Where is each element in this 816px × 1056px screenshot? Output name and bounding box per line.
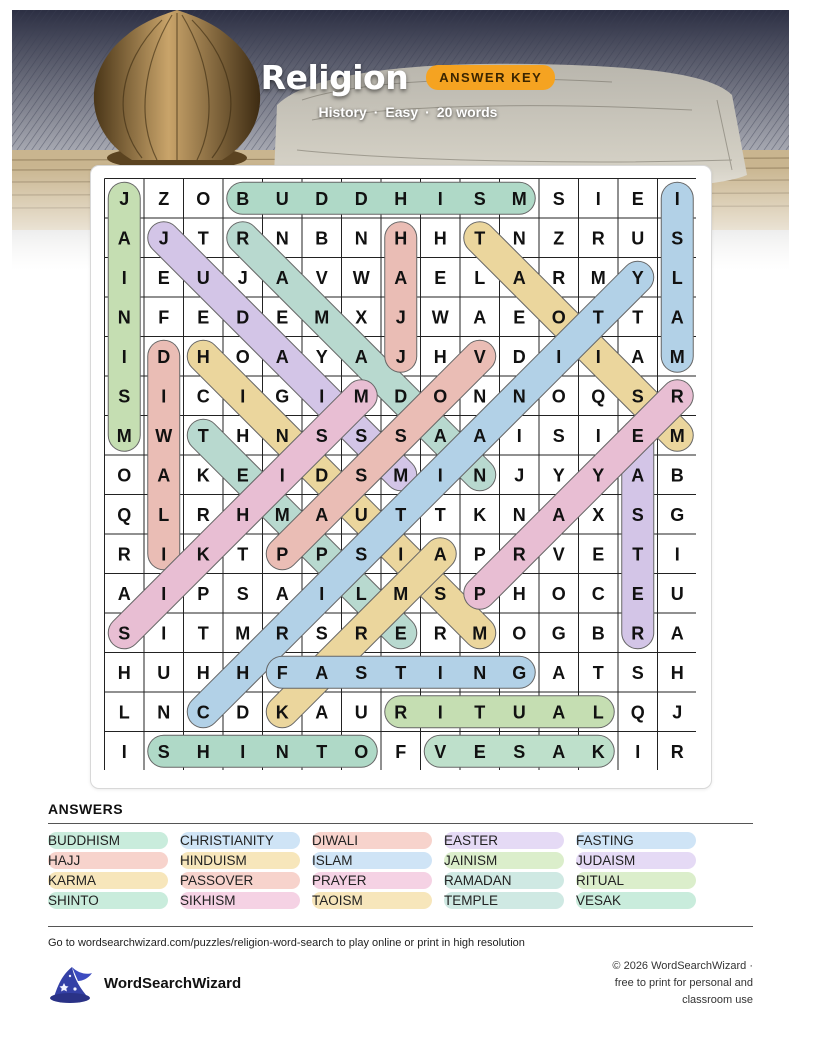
grid-cell[interactable]: M — [353, 386, 369, 407]
grid-cell[interactable]: Z — [553, 228, 565, 249]
grid-cell[interactable]: I — [319, 386, 325, 407]
grid-cell[interactable]: P — [197, 583, 210, 604]
answer-word: HINDUISM — [180, 853, 247, 868]
grid-cell[interactable]: J — [514, 465, 525, 486]
grid-cell[interactable]: I — [437, 662, 443, 683]
answer-word: JUDAISM — [576, 853, 636, 868]
grid-cell[interactable]: P — [315, 544, 328, 565]
brand-logo — [48, 965, 94, 1010]
grid-cell[interactable]: S — [355, 544, 368, 565]
grid-cell[interactable]: U — [670, 583, 684, 604]
answer-item — [312, 892, 432, 909]
grid-cell[interactable]: T — [632, 307, 644, 328]
grid-cell[interactable]: E — [473, 741, 486, 762]
grid-cell[interactable]: L — [671, 267, 683, 288]
grid-cell[interactable]: Z — [158, 188, 170, 209]
grid-cell[interactable]: G — [551, 623, 566, 644]
grid-cell[interactable]: U — [354, 504, 368, 525]
grid-cell[interactable]: M — [393, 465, 409, 486]
grid-cell[interactable]: A — [157, 465, 171, 486]
play-online-link[interactable]: Go to wordsearchwizard.com/puzzles/religion-word-search to play online or print in high resolution — [48, 937, 525, 949]
grid-cell[interactable]: I — [240, 386, 246, 407]
grid-cell[interactable]: E — [631, 583, 644, 604]
answer-word: RITUAL — [576, 873, 625, 888]
subject-label: History — [318, 104, 367, 120]
grid-cell[interactable]: S — [315, 425, 328, 446]
grid-cell[interactable]: I — [437, 188, 443, 209]
grid-cell[interactable]: D — [157, 346, 171, 367]
answer-word: TAOISM — [312, 893, 363, 908]
grid-cell[interactable]: J — [119, 188, 130, 209]
grid-cell[interactable]: A — [473, 307, 487, 328]
grid-cell[interactable]: A — [275, 346, 289, 367]
grid-cell[interactable]: A — [433, 544, 447, 565]
answer-word: TEMPLE — [444, 893, 499, 908]
grid-cell[interactable]: F — [276, 662, 288, 683]
grid-cell[interactable]: A — [631, 346, 645, 367]
grid-cell[interactable]: R — [394, 702, 408, 723]
grid-cell[interactable]: A — [552, 741, 566, 762]
grid-cell[interactable]: I — [398, 544, 404, 565]
grid-cell[interactable]: A — [315, 504, 329, 525]
grid-cell[interactable]: L — [474, 267, 486, 288]
grid-cell[interactable]: N — [275, 741, 289, 762]
grid-cell[interactable]: S — [315, 623, 328, 644]
grid-cell[interactable]: Y — [552, 465, 565, 486]
grid-cell[interactable]: R — [354, 623, 368, 644]
grid-cell[interactable]: A — [512, 267, 526, 288]
grid-cell[interactable]: Q — [591, 386, 606, 407]
grid-cell[interactable]: I — [121, 741, 127, 762]
grid-cell[interactable]: L — [158, 504, 170, 525]
grid-cell[interactable]: R — [275, 623, 289, 644]
grid-cell[interactable]: G — [670, 504, 685, 525]
grid-cell[interactable]: I — [319, 583, 325, 604]
grid-cell[interactable]: I — [635, 741, 641, 762]
grid-cell[interactable]: P — [473, 583, 486, 604]
answer-item — [576, 832, 696, 849]
grid-cell[interactable]: U — [196, 267, 210, 288]
grid-cell[interactable]: U — [354, 702, 368, 723]
grid-cell[interactable]: I — [161, 583, 167, 604]
grid-cell[interactable]: K — [196, 544, 210, 565]
title-row — [0, 58, 816, 97]
answer-key-badge: ANSWER KEY — [426, 65, 555, 90]
answer-word: PASSOVER — [180, 873, 254, 888]
grid-cell[interactable]: M — [669, 425, 685, 446]
grid-cell[interactable]: E — [592, 544, 605, 565]
copyright-notice — [563, 958, 753, 1009]
answer-word: VESAK — [576, 893, 622, 908]
grid-cell[interactable]: G — [275, 386, 290, 407]
answer-word: ISLAM — [312, 853, 353, 868]
grid-cell[interactable]: N — [275, 425, 289, 446]
grid-cell[interactable]: S — [513, 741, 526, 762]
grid-cell[interactable]: H — [433, 228, 447, 249]
grid-cell[interactable]: O — [551, 386, 566, 407]
answer-item — [444, 892, 564, 909]
answer-item — [180, 832, 300, 849]
answer-item — [180, 892, 300, 909]
grid-cell[interactable]: P — [473, 544, 486, 565]
grid-cell[interactable]: A — [631, 465, 645, 486]
grid-cell[interactable]: S — [631, 504, 644, 525]
grid-cell[interactable]: S — [236, 583, 249, 604]
grid-cell[interactable]: E — [631, 188, 644, 209]
grid-cell[interactable]: E — [434, 267, 447, 288]
grid-cell[interactable]: W — [352, 267, 370, 288]
grid-cell[interactable]: J — [158, 228, 169, 249]
grid-cell[interactable]: M — [669, 346, 685, 367]
grid-cell[interactable]: V — [473, 346, 486, 367]
grid-cell[interactable]: I — [121, 267, 127, 288]
grid-cell[interactable]: R — [670, 386, 684, 407]
grid-cell[interactable]: M — [274, 504, 290, 525]
answer-item — [444, 832, 564, 849]
grid-cell[interactable]: X — [355, 307, 368, 328]
grid-cell[interactable]: V — [315, 267, 328, 288]
grid-cell[interactable]: H — [196, 741, 210, 762]
answer-item — [48, 892, 168, 909]
grid-cell[interactable]: Q — [630, 702, 645, 723]
page-title: Religion — [260, 58, 409, 97]
answer-item — [444, 872, 564, 889]
grid-cell[interactable]: O — [551, 307, 566, 328]
grid-cell[interactable]: B — [670, 465, 684, 486]
grid-cell[interactable]: H — [117, 662, 131, 683]
grid-cell[interactable]: K — [196, 465, 210, 486]
grid-cell[interactable]: A — [552, 702, 566, 723]
grid-cell[interactable]: M — [235, 623, 251, 644]
grid-cell[interactable]: N — [473, 662, 487, 683]
grid-cell[interactable]: R — [117, 544, 131, 565]
answer-word: EASTER — [444, 833, 499, 848]
grid-cell[interactable]: A — [670, 307, 684, 328]
grid-cell[interactable]: C — [591, 583, 605, 604]
grid-cell[interactable]: S — [631, 662, 644, 683]
grid-cell[interactable]: S — [118, 623, 131, 644]
grid-cell[interactable]: I — [437, 702, 443, 723]
grid-cell[interactable]: Y — [315, 346, 328, 367]
grid-cell[interactable]: O — [196, 188, 211, 209]
grid-cell[interactable]: N — [117, 307, 131, 328]
grid-cell[interactable]: N — [512, 228, 526, 249]
grid-cell[interactable]: M — [590, 267, 606, 288]
copyright-line: © 2026 WordSearchWizard · — [612, 960, 753, 972]
grid-cell[interactable]: Y — [592, 465, 605, 486]
grid-cell[interactable]: D — [236, 702, 250, 723]
grid-cell[interactable]: N — [157, 702, 171, 723]
grid-cell[interactable]: F — [395, 741, 407, 762]
grid-cell[interactable]: T — [197, 425, 209, 446]
word-search-grid — [104, 178, 696, 775]
grid-cell[interactable]: S — [631, 386, 644, 407]
grid-cell[interactable]: H — [433, 346, 447, 367]
grid-cell[interactable]: A — [552, 662, 566, 683]
grid-cell[interactable]: L — [592, 702, 604, 723]
grid-cell[interactable]: A — [275, 267, 289, 288]
grid-cell[interactable]: I — [161, 544, 167, 565]
wizard-hat-icon — [48, 965, 94, 1005]
answer-word: BUDDHISM — [48, 833, 121, 848]
word-count-label: 20 words — [436, 104, 498, 120]
meta-separator: · — [373, 104, 379, 120]
grid-cell[interactable]: M — [511, 188, 527, 209]
grid-cell[interactable]: C — [196, 386, 210, 407]
grid-cell[interactable]: H — [394, 228, 408, 249]
grid-cell[interactable]: T — [632, 544, 644, 565]
grid-cell[interactable]: A — [354, 346, 368, 367]
grid-cell[interactable]: S — [552, 425, 565, 446]
answer-item — [312, 832, 432, 849]
grid-cell[interactable]: N — [275, 228, 289, 249]
grid-cell[interactable]: S — [473, 188, 486, 209]
brand-name: WordSearchWizard — [104, 975, 242, 992]
grid-cell[interactable]: I — [279, 465, 285, 486]
grid-cell[interactable]: O — [354, 741, 369, 762]
answer-item — [48, 872, 168, 889]
answer-word: CHRISTIANITY — [180, 833, 274, 848]
grid-cell[interactable]: T — [237, 544, 249, 565]
grid-cell[interactable]: B — [236, 188, 250, 209]
grid-cell[interactable]: I — [161, 623, 167, 644]
grid-cell[interactable]: I — [674, 188, 680, 209]
grid-cell[interactable]: T — [395, 662, 407, 683]
grid-cell[interactable]: C — [196, 702, 210, 723]
grid-cell[interactable]: I — [674, 544, 680, 565]
grid-cell[interactable]: Q — [117, 504, 132, 525]
grid-cell[interactable]: R — [512, 544, 526, 565]
grid-cell[interactable]: S — [355, 662, 368, 683]
grid-cell[interactable]: N — [512, 504, 526, 525]
grid-cell[interactable]: G — [512, 662, 527, 683]
grid-cell[interactable]: R — [591, 228, 605, 249]
grid-cell[interactable]: T — [197, 623, 209, 644]
grid-cell[interactable]: E — [276, 307, 289, 328]
answer-item — [48, 852, 168, 869]
grid-cell[interactable]: F — [158, 307, 170, 328]
grid-cell[interactable]: U — [275, 188, 289, 209]
grid-cell[interactable]: A — [552, 504, 566, 525]
grid-cell[interactable]: S — [157, 741, 170, 762]
grid-cell[interactable]: I — [595, 188, 601, 209]
answer-word: PRAYER — [312, 873, 367, 888]
grid-cell[interactable]: T — [592, 662, 604, 683]
grid-cell[interactable]: H — [196, 346, 210, 367]
grid-cell[interactable]: S — [552, 188, 565, 209]
answer-word: SIKHISM — [180, 893, 236, 908]
answer-item — [312, 852, 432, 869]
answer-item — [576, 852, 696, 869]
answer-item — [576, 892, 696, 909]
grid-cell[interactable]: J — [395, 346, 406, 367]
divider — [48, 823, 753, 824]
grid-cell[interactable]: I — [595, 425, 601, 446]
grid-cell[interactable]: T — [474, 702, 486, 723]
grid-cell[interactable]: T — [474, 228, 486, 249]
grid-cell[interactable]: M — [314, 307, 330, 328]
grid-cell[interactable]: O — [512, 623, 527, 644]
grid-cell[interactable]: A — [117, 583, 131, 604]
grid-cell[interactable]: E — [236, 465, 249, 486]
grid-cell[interactable]: E — [631, 425, 644, 446]
grid-cell[interactable]: E — [197, 307, 210, 328]
grid-cell[interactable]: T — [316, 741, 328, 762]
grid-cell[interactable]: A — [394, 267, 408, 288]
grid-cell[interactable]: A — [670, 623, 684, 644]
grid-cell[interactable]: E — [513, 307, 526, 328]
grid-cell[interactable]: S — [394, 425, 407, 446]
grid-cell[interactable]: D — [512, 346, 526, 367]
grid-cell[interactable]: T — [197, 228, 209, 249]
grid-cell[interactable]: L — [118, 702, 130, 723]
grid-cell[interactable]: I — [437, 465, 443, 486]
answer-word: HAJJ — [48, 853, 81, 868]
grid-cell[interactable]: R — [631, 623, 645, 644]
grid-cell[interactable]: E — [394, 623, 407, 644]
grid-cell[interactable]: W — [155, 425, 173, 446]
answer-item — [48, 832, 168, 849]
grid-cell[interactable]: P — [276, 544, 289, 565]
grid-cell[interactable]: R — [236, 228, 250, 249]
grid-letters — [117, 189, 685, 762]
grid-cell[interactable]: S — [434, 583, 447, 604]
grid-cell[interactable]: M — [472, 623, 488, 644]
grid-cell[interactable]: A — [473, 425, 487, 446]
grid-cell[interactable]: J — [237, 267, 248, 288]
grid-cell[interactable]: J — [672, 702, 683, 723]
grid-cell[interactable]: D — [236, 307, 250, 328]
grid-cell[interactable]: V — [434, 741, 447, 762]
grid-cell[interactable]: K — [275, 702, 289, 723]
divider — [48, 926, 753, 927]
grid-cell[interactable]: D — [354, 188, 368, 209]
grid-cell[interactable]: R — [552, 267, 566, 288]
grid-cell[interactable]: N — [512, 386, 526, 407]
answer-word: DIWALI — [312, 833, 359, 848]
difficulty-label: Easy — [385, 104, 419, 120]
answer-word: RAMADAN — [444, 873, 512, 888]
grid-cell[interactable]: N — [473, 465, 487, 486]
copyright-line: classroom use — [682, 994, 753, 1006]
grid-cell[interactable]: R — [670, 741, 684, 762]
grid-cell[interactable]: I — [121, 346, 127, 367]
grid-cell[interactable]: S — [355, 465, 368, 486]
answer-word: KARMA — [48, 873, 97, 888]
grid-cell[interactable]: D — [394, 386, 408, 407]
grid-cell[interactable]: A — [315, 662, 329, 683]
meta-separator: · — [425, 104, 430, 120]
puzzle-meta — [0, 104, 816, 120]
grid-cell[interactable]: T — [434, 504, 446, 525]
grid-cell[interactable]: S — [118, 386, 131, 407]
grid-cell[interactable]: H — [236, 504, 250, 525]
answer-item — [576, 872, 696, 889]
grid-cell[interactable]: E — [157, 267, 170, 288]
grid-cell[interactable]: H — [670, 662, 684, 683]
grid-cell[interactable]: I — [161, 386, 167, 407]
grid-cell[interactable]: V — [552, 544, 565, 565]
grid-cell[interactable]: K — [473, 504, 487, 525]
grid-cell[interactable]: S — [671, 228, 684, 249]
copyright-line: free to print for personal and — [614, 977, 753, 989]
answer-word: FASTING — [576, 833, 634, 848]
grid-cell[interactable]: W — [431, 307, 449, 328]
grid-cell[interactable]: M — [393, 583, 409, 604]
grid-cell[interactable]: R — [196, 504, 210, 525]
grid-cell[interactable]: B — [591, 623, 605, 644]
grid-cell[interactable]: A — [117, 228, 131, 249]
grid-cell[interactable]: K — [591, 741, 605, 762]
grid-cell[interactable]: O — [551, 583, 566, 604]
answer-item — [444, 852, 564, 869]
grid-cell[interactable]: U — [512, 702, 526, 723]
grid-cell[interactable]: H — [196, 662, 210, 683]
answer-word: JAINISM — [444, 853, 498, 868]
grid-cell[interactable]: L — [355, 583, 367, 604]
answer-word: SHINTO — [48, 893, 99, 908]
grid-cell[interactable]: Y — [631, 267, 644, 288]
grid-cell[interactable]: D — [315, 188, 329, 209]
grid-cell[interactable]: I — [556, 346, 562, 367]
grid-cell[interactable]: T — [395, 504, 407, 525]
grid-cell[interactable]: N — [354, 228, 368, 249]
grid-cell[interactable]: I — [240, 741, 246, 762]
grid-cell[interactable]: O — [235, 346, 250, 367]
grid-cell[interactable]: H — [236, 425, 250, 446]
grid-cell[interactable]: R — [433, 623, 447, 644]
grid-cell[interactable]: B — [315, 228, 329, 249]
grid-cell[interactable]: A — [315, 702, 329, 723]
grid-cell[interactable]: U — [631, 228, 645, 249]
grid-cell[interactable]: A — [433, 425, 447, 446]
grid-cell[interactable]: X — [592, 504, 605, 525]
grid-cell[interactable]: N — [473, 386, 487, 407]
grid-cell[interactable]: U — [157, 662, 171, 683]
grid-cell[interactable]: A — [275, 583, 289, 604]
answers-heading: ANSWERS — [48, 801, 124, 817]
grid-cell[interactable]: M — [116, 425, 132, 446]
grid-cell[interactable]: D — [315, 465, 329, 486]
grid-cell[interactable]: H — [236, 662, 250, 683]
answer-item — [180, 872, 300, 889]
grid-cell[interactable]: I — [595, 346, 601, 367]
grid-cell[interactable]: S — [355, 425, 368, 446]
grid-cell[interactable]: O — [433, 386, 448, 407]
grid-cell[interactable]: H — [394, 188, 408, 209]
grid-cell[interactable]: T — [592, 307, 604, 328]
grid-cell[interactable]: J — [395, 307, 406, 328]
answer-item — [312, 872, 432, 889]
grid-cell[interactable]: H — [512, 583, 526, 604]
answer-item — [180, 852, 300, 869]
grid-cell[interactable]: O — [117, 465, 132, 486]
grid-cell[interactable]: I — [516, 425, 522, 446]
